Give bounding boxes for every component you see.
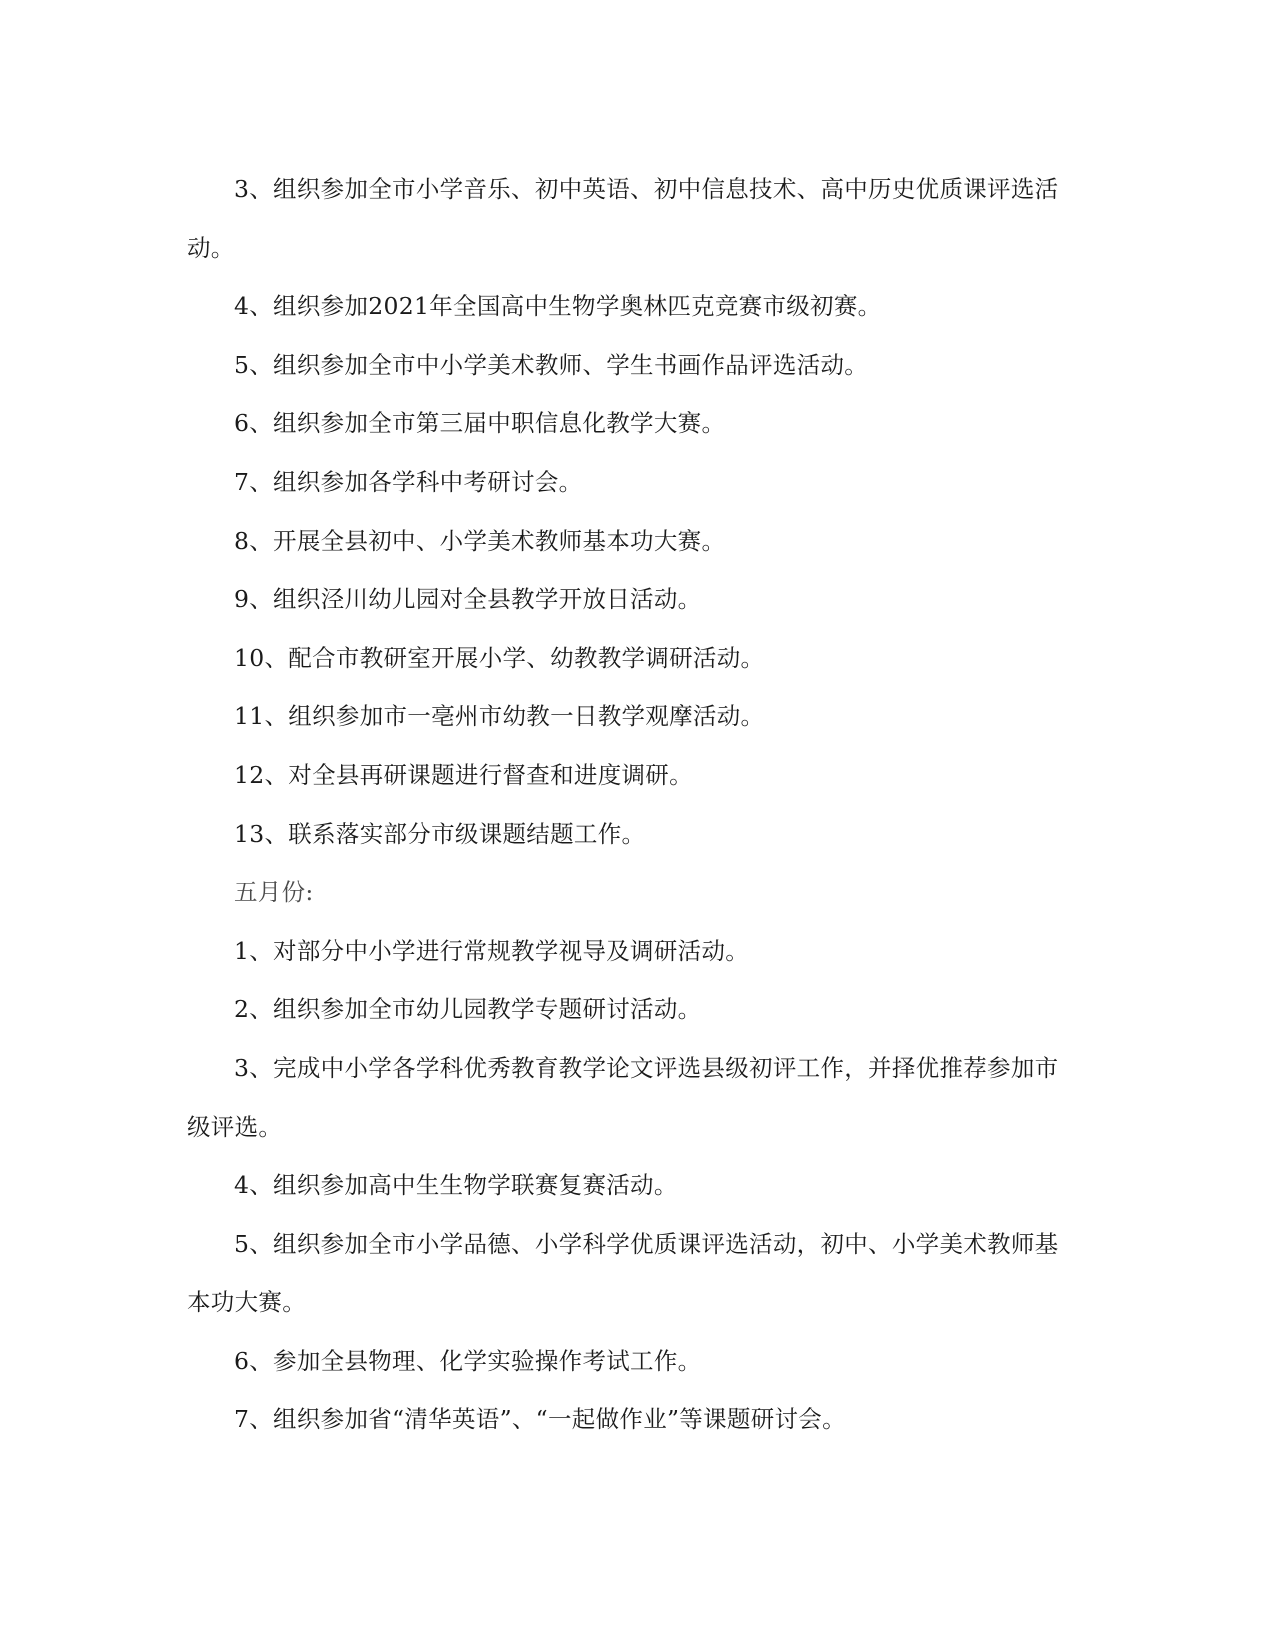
section-heading: 五月份: — [234, 878, 314, 907]
list-item: 7、组织参加省“清华英语”、“一起做作业”等课题研讨会。 — [234, 1405, 846, 1434]
list-item: 6、参加全县物理、化学实验操作考试工作。 — [234, 1346, 702, 1375]
list-item: 2、组织参加全市幼儿园教学专题研讨活动。 — [234, 995, 702, 1024]
list-item: 5、组织参加全市中小学美术教师、学生书画作品评选活动。 — [234, 350, 869, 379]
list-item: 12、对全县再研课题进行督查和进度调研。 — [234, 760, 693, 789]
list-item: 9、组织泾川幼儿园对全县教学开放日活动。 — [234, 585, 702, 614]
list-item: 11、组织参加市一亳州市幼教一日教学观摩活动。 — [234, 702, 765, 731]
list-item: 4、组织参加高中生生物学联赛复赛活动。 — [234, 1171, 678, 1200]
list-item: 3、组织参加全市小学音乐、初中英语、初中信息技术、高中历史优质课评选活动。 — [187, 175, 1059, 262]
list-item: 8、开展全县初中、小学美术教师基本功大赛。 — [234, 526, 726, 555]
list-item: 7、组织参加各学科中考研讨会。 — [234, 467, 583, 496]
list-item: 13、联系落实部分市级课题结题工作。 — [234, 819, 646, 848]
list-item: 3、完成中小学各学科优秀教育教学论文评选县级初评工作，并择优推荐参加市级评选。 — [187, 1053, 1059, 1141]
list-item: 10、配合市教研室开展小学、幼教教学调研活动。 — [234, 643, 765, 672]
list-item: 6、组织参加全市第三届中职信息化教学大赛。 — [234, 409, 726, 438]
list-item: 4、组织参加2021年全国高中生物学奥林匹克竞赛市级初赛。 — [234, 292, 882, 321]
list-item: 5、组织参加全市小学品德、小学科学优质课评选活动，初中、小学美术教师基本功大赛。 — [187, 1229, 1059, 1317]
document-body — [187, 160, 1067, 1449]
list-item: 1、对部分中小学进行常规教学视导及调研活动。 — [234, 936, 750, 965]
